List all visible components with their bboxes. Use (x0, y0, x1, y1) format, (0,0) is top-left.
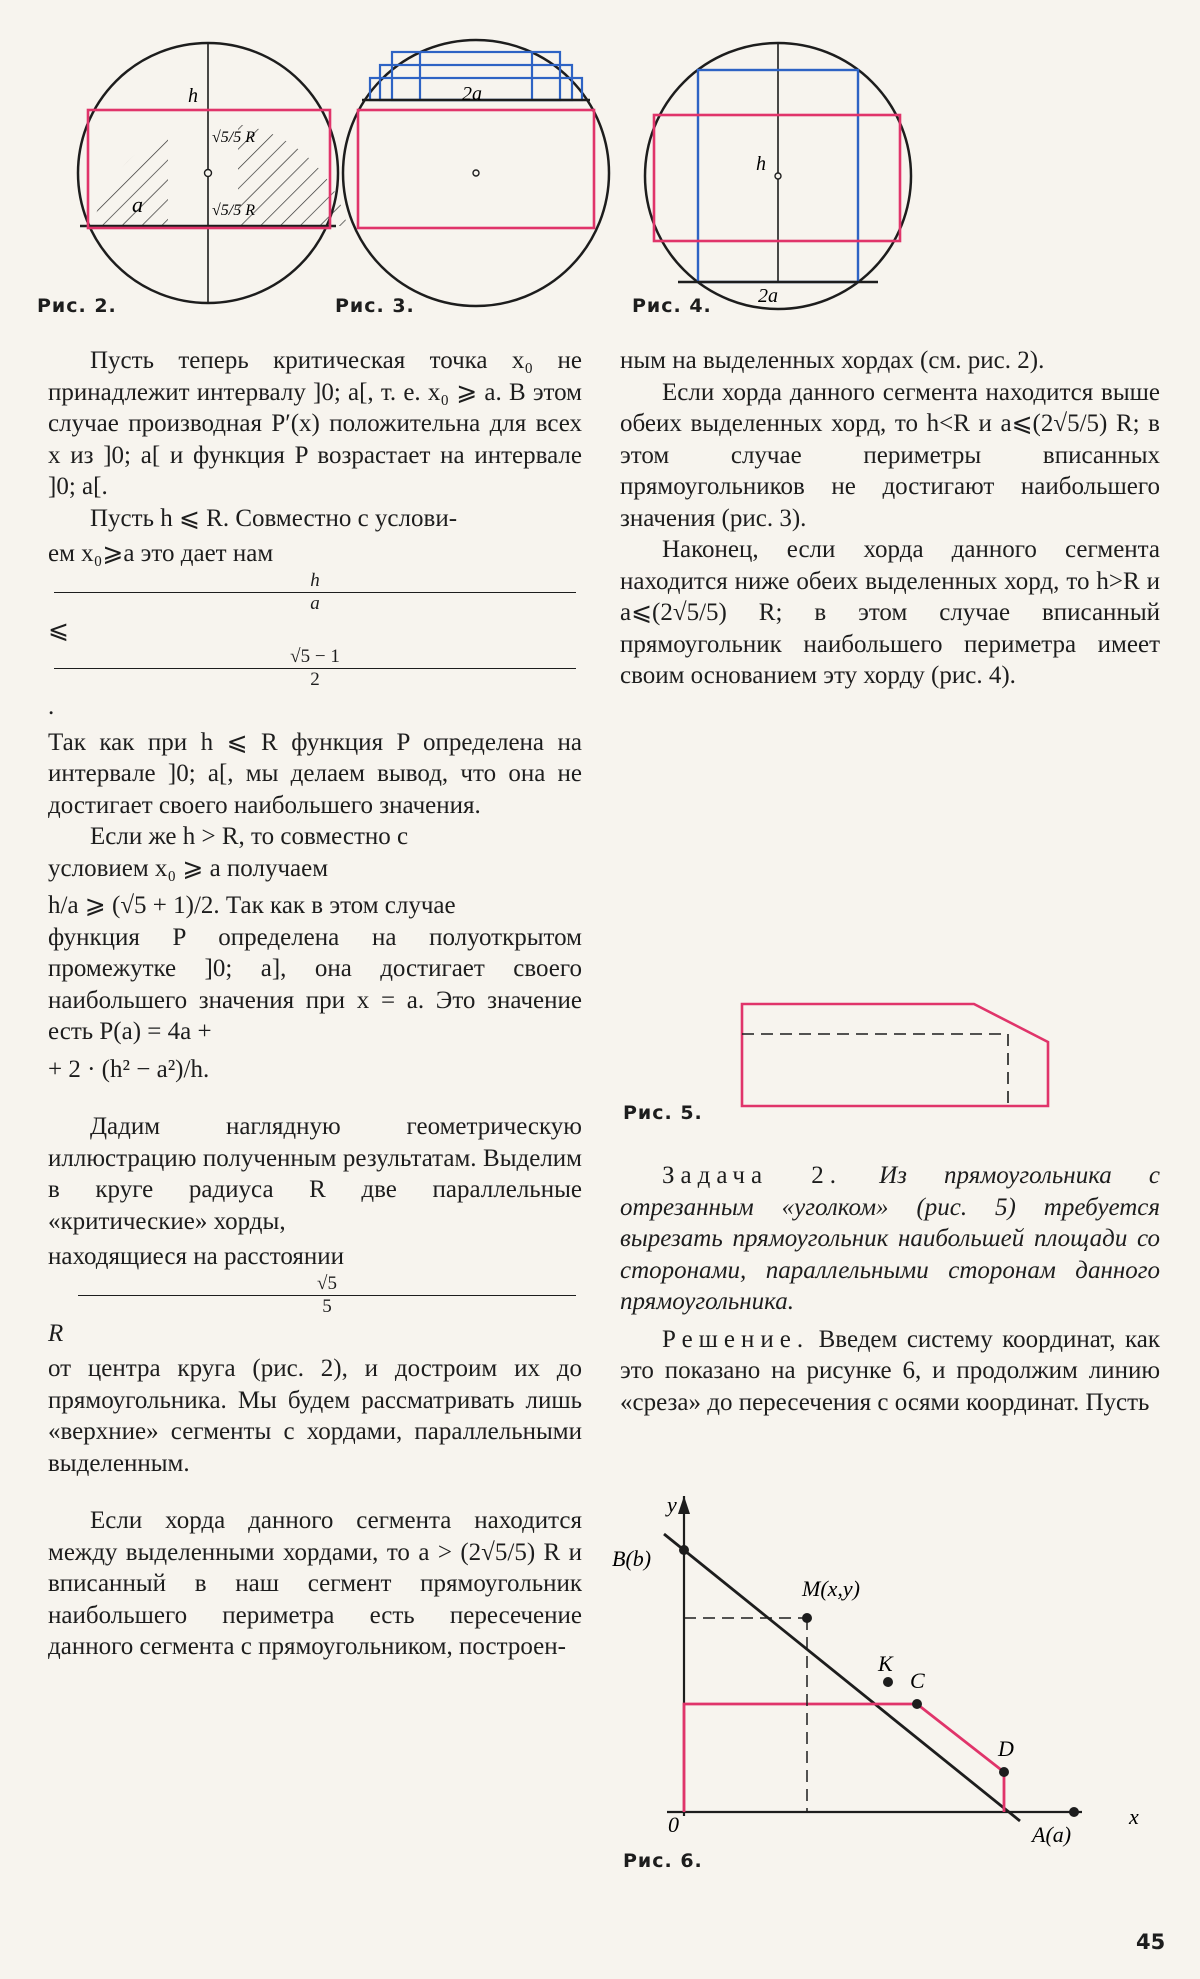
left-p5b: находящиеся на расстоянии (48, 1243, 344, 1270)
figure-4 (638, 30, 918, 310)
fig6-k-label: K (878, 1651, 893, 1676)
left-p5b-line: находящиеся на расстоянии √5 5 R (48, 1241, 582, 1349)
fig2-a-label: a (132, 192, 143, 217)
fig4-h-label: h (756, 153, 766, 175)
fig6-o-label: 0 (668, 1812, 679, 1837)
fig6-c-label: C (910, 1668, 925, 1693)
task-text: Из прямоугольника с отрезанным «уголком» (рис. 5) требуется вырезать прямоугольник наибольшей площади со сторонами, параллельными сторонам данного прямоугольника. (620, 1162, 1160, 1315)
fig6-point-c (912, 1699, 922, 1709)
fig2-r-top: √5/5 R (212, 129, 255, 146)
fig6-points (679, 1545, 1079, 1817)
page-number: 45 (1136, 1930, 1166, 1954)
left-p3: Так как при h ⩽ R функция P определена на интервале ]0; a[, мы делаем вывод, что она не достигает своего наибольшего значения. (48, 728, 582, 819)
fig6-b-label: B(b) (612, 1546, 652, 1571)
figure-5 (738, 1000, 1058, 1110)
fig6-d-label: D (998, 1736, 1014, 1761)
left-column (48, 345, 582, 1663)
left-p4d: функция P определена на полуоткрытом промежутке ]0; a], она достигает своего наибольшего значения при x = a. Это значение есть P(a) = 4a + (48, 923, 582, 1045)
fig3-red-rect (358, 110, 594, 228)
figure-2 (40, 30, 330, 320)
left-p2a: Пусть h ⩽ R. Совместно с услови- (90, 504, 458, 532)
fig6-point-b (679, 1545, 689, 1555)
fig2-h-label: h (188, 85, 198, 107)
left-p7: Если хорда данного сегмента находится между выделенными хордами, то a > (2√5/5) R и вписанный в наш сегмент прямоугольник наибольшего периметра есть пересечение данного сегмента с прямоугольником, построен- (48, 1507, 582, 1660)
fig3-chord-label: 2a (462, 83, 482, 105)
left-p1: Пусть теперь критическая точка x₀ не принадлежит интервалу ]0; a[, т. е. x₀ ⩾ a. В этом случае производная P′(x) положительна для всех x из ]0; a[ и функция P возрастает на интервале ]0; a[. (48, 347, 582, 500)
right-p2: Если хорда данного сегмента находится выше обеих выделенных хорд, то h<R и a⩽(2√5/5) R; в этом случае периметры вписанных прямоугольников не достигают наибольшего значения (рис. 3). (620, 378, 1160, 532)
fig4-caption: Рис. 4. (632, 295, 712, 317)
figure-3 (340, 30, 620, 310)
fig4-chord-label: 2a (758, 285, 778, 307)
solution-label: Решение. (662, 1325, 810, 1353)
left-p5: Дадим наглядную геометрическую иллюстрацию полученным результатам. Выделим в круге радиуса R две параллельные «критические» хорды, (48, 1113, 582, 1235)
fig6-y-label: y (667, 1492, 677, 1517)
fig5-caption: Рис. 5. (623, 1102, 703, 1124)
fig3-caption: Рис. 3. (335, 295, 415, 317)
solution (620, 1324, 1160, 1419)
fig6-m-label: M(x,y) (802, 1576, 861, 1601)
right-column-top (620, 345, 1160, 692)
left-p2-frac-r: √5 − 1 2 (54, 646, 576, 691)
left-p4e: + 2 · (h² − a²)/h. (48, 1055, 210, 1083)
right-p3: Наконец, если хорда данного сегмента находится ниже обеих выделенных хорд, то h>R и a⩽(2√5/5) R; в этом случае вписанный прямоугольник наибольшего периметра имеет своим основанием эту хорду (рис. 4). (620, 536, 1160, 689)
task-2 (620, 1160, 1160, 1318)
fig6-caption: Рис. 6. (623, 1850, 703, 1872)
figure-6 (612, 1492, 1152, 1856)
left-p4b: условием x₀ ⩾ a получаем (48, 854, 329, 882)
fig2-r-bottom: √5/5 R (212, 202, 255, 219)
fig6-a-label: A(a) (1032, 1822, 1072, 1847)
left-p5-frac: √5 5 (78, 1273, 576, 1318)
left-p2b-line: ем x₀⩾a это дает нам h a ⩽ √5 − 1 2 . (48, 538, 582, 723)
left-p2-frac-l: h a (54, 570, 576, 615)
fig6-point-d (999, 1767, 1009, 1777)
fig6-point-k (883, 1677, 893, 1687)
solution-text: Введем систему координат, как это показано на рисунке 6, и продолжим линию «среза» до пересечения с осями координат. Пусть (620, 1325, 1160, 1416)
fig6-x-label: x (1129, 1804, 1139, 1829)
left-p6: от центра круга (рис. 2), и достроим их до прямоугольника. Мы будем рассматривать лишь «верхние» сегменты с хордами, параллельными выделенным. (48, 1355, 582, 1477)
left-p4a: Если же h > R, то совместно с (90, 823, 409, 850)
fig6-red-shape (684, 1704, 1004, 1812)
task-label: Задача 2. (662, 1162, 842, 1189)
fig2-caption: Рис. 2. (37, 295, 117, 317)
left-p2b: ем x₀⩾a это дает нам (48, 540, 274, 567)
left-p4c: h/a ⩾ (√5 + 1)/2. Так как в этом случае (48, 892, 456, 919)
right-p1: ным на выделенных хордах (см. рис. 2). (620, 347, 1045, 374)
fig6-point-m (802, 1613, 812, 1623)
fig6-point-a (1069, 1807, 1079, 1817)
right-column-bottom (620, 1160, 1160, 1418)
fig5-red-shape (742, 1004, 1048, 1106)
